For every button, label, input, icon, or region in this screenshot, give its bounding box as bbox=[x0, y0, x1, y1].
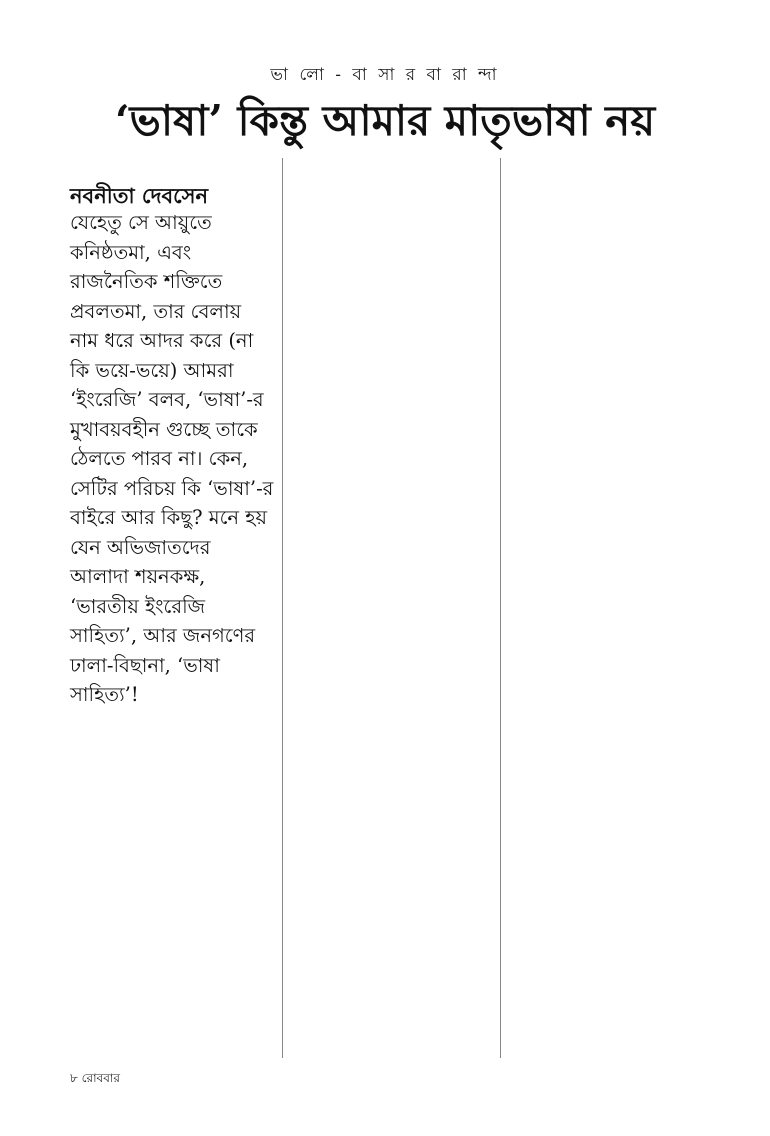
page-footer: ৮ রোববার bbox=[70, 1071, 120, 1085]
column-rule bbox=[500, 158, 501, 1058]
article-column-2 bbox=[288, 158, 493, 1058]
byline: নবনীতা দেবসেন bbox=[70, 183, 209, 208]
column-rule bbox=[282, 158, 283, 1058]
headline: ‘ভাষা’ কিন্তু আমার মাতৃভাষা নয় bbox=[114, 96, 656, 145]
article-column-1 bbox=[70, 512, 275, 1052]
section-label: ভা লো - বা সা র বা রা ন্দা bbox=[270, 65, 500, 85]
standfirst: যেহেতু সে আয়ুতে কনিষ্ঠতমা, এবং রাজনৈতিক শক্তিতে প্রবলতমা, তার বেলায় নাম ধরে আদর করে (না কি ভয়ে-ভয়ে) আমরা ‘ইংরেজি’ বলব, ‘ভাষা’-র মুখাবয়বহীন গুচ্ছে তাকে ঠেলতে পারব না। কেন, সেটির পরিচয় কি ‘ভাষা’-র বাইরে আর কিছু? মনে হয় যেন অভিজাতদের আলাদা শয়নকক্ষ, ‘ভারতীয় ইংরেজি সাহিত্য’, আর জনগণের ঢালা-বিছানা, ‘ভাষা সাহিত্য’! bbox=[70, 211, 274, 706]
article-column-3 bbox=[506, 158, 711, 1058]
